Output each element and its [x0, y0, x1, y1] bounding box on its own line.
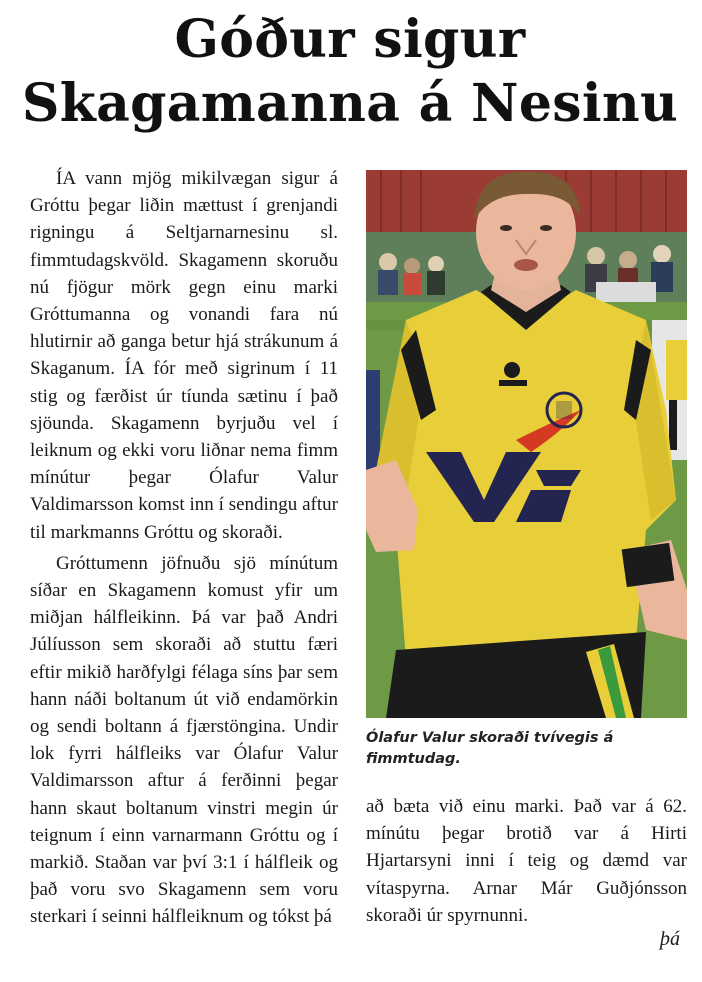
article-paragraph-1: ÍA vann mjög mikilvægan sigur á Gróttu þegar liðin mættust í grenjandi rigningu á Seltjarnarnesinu sl. fimmtudagskvöld. Skagamenn skoruðu nú fjögur mörk gegn einu marki Gróttumanna og vonandi fara nú hlutirnir að ganga betur hjá strákunum á Skaganum. ÍA fór með sigrinum í 11 stig og færðist úr tíunda sætinu í það sjöunda. Skagamenn byrjuðu vel í leiknum og ekki voru liðnar nema fimm mínútur þegar Ólafur Valur Valdimarsson komst inn í sendingu aftur til markmanns Gróttu og skoraði.: [30, 168, 338, 543]
headline: Góður sigur Skagamanna á Nesinu: [21, 9, 679, 134]
photo-caption: Ólafur Valur skoraði tvívegis á fimmtudag.: [366, 730, 614, 767]
author-byline: þá: [660, 928, 680, 950]
article-paragraph-3: að bæta við einu marki. Það var á 62. mínútu þegar brotið var á Hirti Hjartarsyni inni í teig og dæmd var vítaspyrna. Arnar Már Guðjónsson skoraði úr spyrnunni.: [366, 796, 687, 926]
player-photo: [366, 170, 687, 718]
article-column-left: [30, 165, 338, 931]
article-paragraph-2: Gróttumenn jöfnuðu sjö mínútum síðar en Skagamenn komust yfir um miðjan hálfleikinn. Þá var það Andri Júlíusson sem skoraði að stuttu færi eftir mikið harðfylgi félaga síns þar sem hann náði boltanum út við endamörkin og sendi boltann á fjærstöngina. Undir lok fyrri hálfleiks var Ólafur Valur Valdimarsson aftur á ferðinni þegar hann skaut boltanum vinstri megin úr teignum í einn varnarmann Gróttu og í markið. Staðan var því 3:1 í hálfleik og það voru svo Skagamenn sem voru sterkari í seinni hálfleiknum og tókst þá: [30, 552, 338, 928]
article-column-right: [366, 793, 687, 929]
